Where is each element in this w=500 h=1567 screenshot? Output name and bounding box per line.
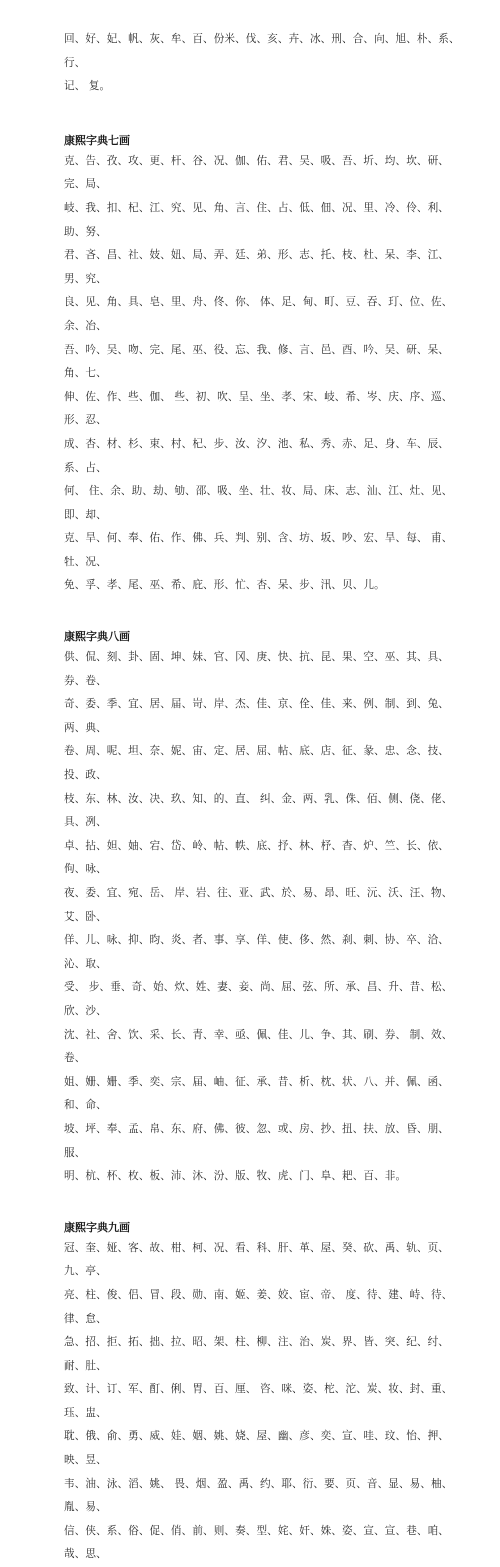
text-line: 君、吝、昌、社、妓、妞、局、弄、廷、弟、形、志、托、枝、杜、呆、李、江、男、究、 bbox=[64, 249, 449, 285]
text-line: 急、招、拒、拓、拙、拉、昭、架、柱、柳、注、治、炭、界、皆、突、纪、纣、耐、肚、 bbox=[64, 1336, 449, 1372]
text-line: 回、好、妃、帆、灰、牟、百、份米、伐、亥、卉、冰、刑、合、向、旭、朴、系、行、 bbox=[64, 33, 460, 69]
previous-section-tail bbox=[64, 28, 460, 99]
text-line: 伸、佐、作、些、伽、 些、初、吹、呈、坐、孝、宋、岐、希、岑、庆、序、巡、形、忍、 bbox=[64, 390, 453, 427]
text-line: 克、告、孜、攻、更、杆、谷、况、伽、佑、君、吴、吸、吾、圻、均、坎、研、完、局、 bbox=[64, 154, 449, 191]
section-9-strokes bbox=[64, 1237, 460, 1567]
text-line: 克、旱、何、奉、佑、作、佛、兵、判、别、含、坊、坂、吵、宏、旱、每、 甫、牡、况、 bbox=[64, 532, 453, 568]
section-7-strokes bbox=[64, 150, 460, 598]
text-line: 免、孚、孝、尾、巫、希、庇、形、忙、杏、呆、步、汛、贝、儿。 bbox=[64, 579, 385, 592]
text-line: 何、 住、余、助、劫、劬、邵、吸、坐、壮、妆、局、床、志、汕、江、灶、见、即、却、 bbox=[64, 485, 453, 521]
text-line: 明、杭、杯、枚、板、沛、沐、汾、版、牧、虎、门、阜、耙、百、非。 bbox=[64, 1170, 407, 1183]
text-line: 冠、奎、娅、客、故、柑、柯、况、看、科、肝、革、屋、癸、砍、禹、轨、页、九、亭、 bbox=[64, 1241, 449, 1278]
text-line: 卷、周、呢、坦、奈、妮、宙、定、居、屈、帖、底、店、征、彖、忠、念、技、投、政、 bbox=[64, 745, 449, 782]
text-line: 受、 步、垂、奇、始、炊、姓、妻、妾、尚、屈、弦、所、承、昌、升、昔、松、欣、沙、 bbox=[64, 981, 453, 1017]
section-heading-9-strokes: 康熙字典九画 bbox=[64, 1220, 130, 1234]
text-line: 姐、姗、姗、季、奕、宗、届、岫、征、承、昔、析、枕、状、八、并、佩、函、和、命、 bbox=[64, 1075, 449, 1112]
text-line: 奇、委、季、宜、居、届、岢、岸、杰、佳、京、佺、佳、来、例、制、到、兔、两、典、 bbox=[64, 698, 449, 734]
text-line: 供、侃、刻、卦、固、坤、妹、官、冈、庚、快、抗、昆、果、空、巫、其、具、券、卷、 bbox=[64, 651, 449, 687]
text-line: 亮、柱、俊、侣、冒、段、勋、南、姬、姜、姣、宦、帝、 度、待、建、峙、待、律、怠、 bbox=[64, 1288, 453, 1325]
section-heading-8-strokes: 康熙字典八画 bbox=[64, 630, 130, 644]
text-line: 吾、吟、吴、吻、完、尾、巫、役、忘、我、修、言、邑、酉、吟、吴、研、呆、角、七、 bbox=[64, 343, 449, 380]
text-line: 坡、坪、奉、孟、帛、东、府、佛、彼、忽、或、房、抄、扭、扶、放、昏、朋、服、 bbox=[64, 1122, 449, 1159]
text-line: 韦、油、泳、滔、姚、 畏、烟、盈、禹、约、耶、衍、要、页、音、显、易、柚、胤、易、 bbox=[64, 1477, 453, 1514]
text-line: 沈、社、舍、饮、采、长、青、幸、亟、佩、佳、儿、争、其、刷、券、 制、效、卷、 bbox=[64, 1028, 453, 1065]
text-line: 成、杏、材、杉、束、村、杞、步、汝、汐、池、私、秀、赤、足、身、车、辰、系、占、 bbox=[64, 437, 449, 474]
text-line: 记、 复。 bbox=[64, 80, 111, 93]
text-line: 致、计、订、军、酊、俐、胃、百、厘、 咨、咪、姿、柁、沱、炭、妆、封、重、珏、盅、 bbox=[64, 1383, 453, 1419]
text-line: 信、侠、系、俗、促、俏、前、则、奏、型、姹、奸、姝、姿、宣、宣、巷、咱、哉、思、 bbox=[64, 1524, 449, 1561]
text-line: 卓、拈、妲、妯、宕、岱、岭、帖、帙、底、抒、林、杼、杳、炉、竺、长、依、佝、咏、 bbox=[64, 839, 449, 876]
text-line: 枝、东、林、汝、决、玖、知、的、直、 纠、金、两、乳、侏、佰、侧、侥、佬、具、冽、 bbox=[64, 792, 453, 829]
text-line: 良、见、角、具、皂、里、舟、佟、你、 体、足、甸、町、豆、吞、玎、位、佐、余、冶、 bbox=[64, 296, 453, 332]
text-line: 岐、我、扣、杞、江、究、见、角、言、住、占、低、佃、况、里、冷、伶、利、助、努、 bbox=[64, 201, 449, 238]
text-line: 夜、委、宜、宛、岳、 岸、岩、往、亚、武、於、易、昂、旺、沅、沃、汪、物、艾、卧、 bbox=[64, 887, 453, 923]
section-8-strokes bbox=[64, 646, 460, 1189]
text-line: 佯、儿、咏、抑、昀、炎、者、事、享、佯、使、侈、然、刹、刺、协、卒、洽、沁、取、 bbox=[64, 934, 449, 970]
section-heading-7-strokes: 康熙字典七画 bbox=[64, 133, 130, 147]
text-line: 耽、俄、俞、勇、威、娃、姻、姚、娆、屋、幽、彦、奕、宣、哇、玟、怡、押、映、昱、 bbox=[64, 1430, 449, 1467]
